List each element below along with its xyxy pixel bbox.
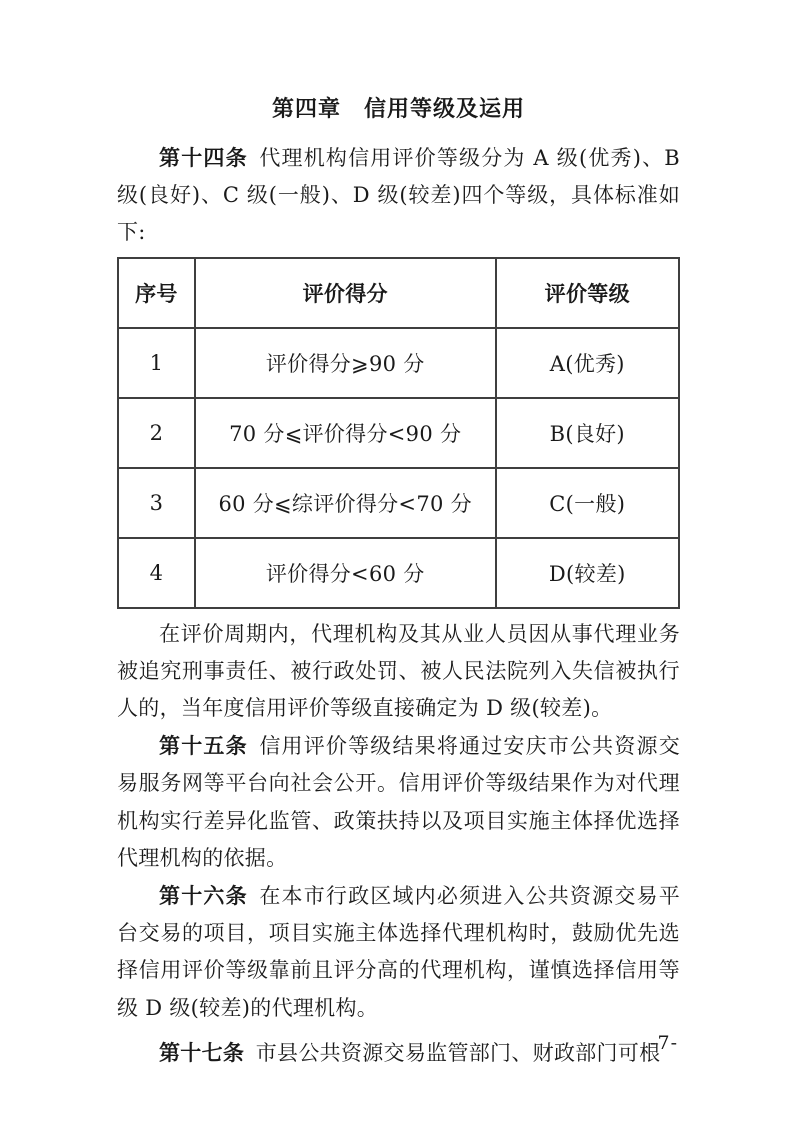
row-grade: B(良好) (496, 398, 679, 468)
row-index: 2 (118, 398, 195, 468)
article-16-number: 第十六条 (159, 883, 248, 909)
article-15-paragraph (117, 727, 680, 877)
row-grade: D(较差) (496, 538, 679, 608)
article-17-text: 市县公共资源交易监管部门、财政部门可根 (255, 1040, 661, 1065)
article-17-number: 第十七条 (159, 1039, 245, 1065)
article-16-text: 在本市行政区域内必须进入公共资源交易平台交易的项目，项目实施主体选择代理机构时，鼓励优先选择信用评价等级靠前且评分高的代理机构，谨慎选择信用等级 D 级(较差)的代理机构。 (117, 884, 681, 1020)
article-16-paragraph (117, 877, 680, 1027)
article-14-number: 第十四条 (159, 145, 248, 170)
row-score: 60 分⩽综评价得分<70 分 (195, 468, 496, 538)
table-row (118, 538, 679, 608)
row-grade: C(一般) (496, 468, 679, 538)
row-index: 1 (118, 328, 195, 398)
row-score: 70 分⩽评价得分<90 分 (195, 398, 496, 468)
row-grade: A(优秀) (496, 328, 679, 398)
header-score: 评价得分 (195, 258, 496, 328)
article-14-text: 代理机构信用评价等级分为 A 级(优秀)、B 级(良好)、C 级(一般)、D 级(较差)四个等级，具体标准如下: (117, 146, 681, 245)
chapter-title: 第四章 信用等级及运用 (271, 97, 525, 122)
article-15-number: 第十五条 (159, 733, 248, 759)
d-grade-rule-paragraph: 在评价周期内，代理机构及其从业人员因从事代理业务被追究刑事责任、被行政处罚、被人民法院列入失信被执行人的，当年度信用评价等级直接确定为 D 级(较差)。 (117, 621, 680, 721)
credit-rating-table (117, 257, 680, 609)
article-14-paragraph (117, 139, 680, 252)
table-row (118, 328, 679, 398)
table-header-row (118, 258, 679, 328)
row-index: 4 (118, 538, 195, 608)
article-15-text: 信用评价等级结果将通过安庆市公共资源交易服务网等平台向社会公开。信用评价等级结果作为对代理机构实行差异化监管、政策扶持以及项目实施主体择优选择代理机构的依据。 (117, 734, 681, 870)
header-grade: 评价等级 (496, 258, 679, 328)
table-row (118, 468, 679, 538)
article-17-paragraph (117, 1034, 680, 1072)
row-score: 评价得分<60 分 (195, 538, 496, 608)
page-number: -7- (650, 1032, 678, 1054)
page-content (117, 0, 680, 1072)
row-index: 3 (118, 468, 195, 538)
table-row (118, 398, 679, 468)
row-score: 评价得分⩾90 分 (195, 328, 496, 398)
header-index: 序号 (118, 258, 195, 328)
